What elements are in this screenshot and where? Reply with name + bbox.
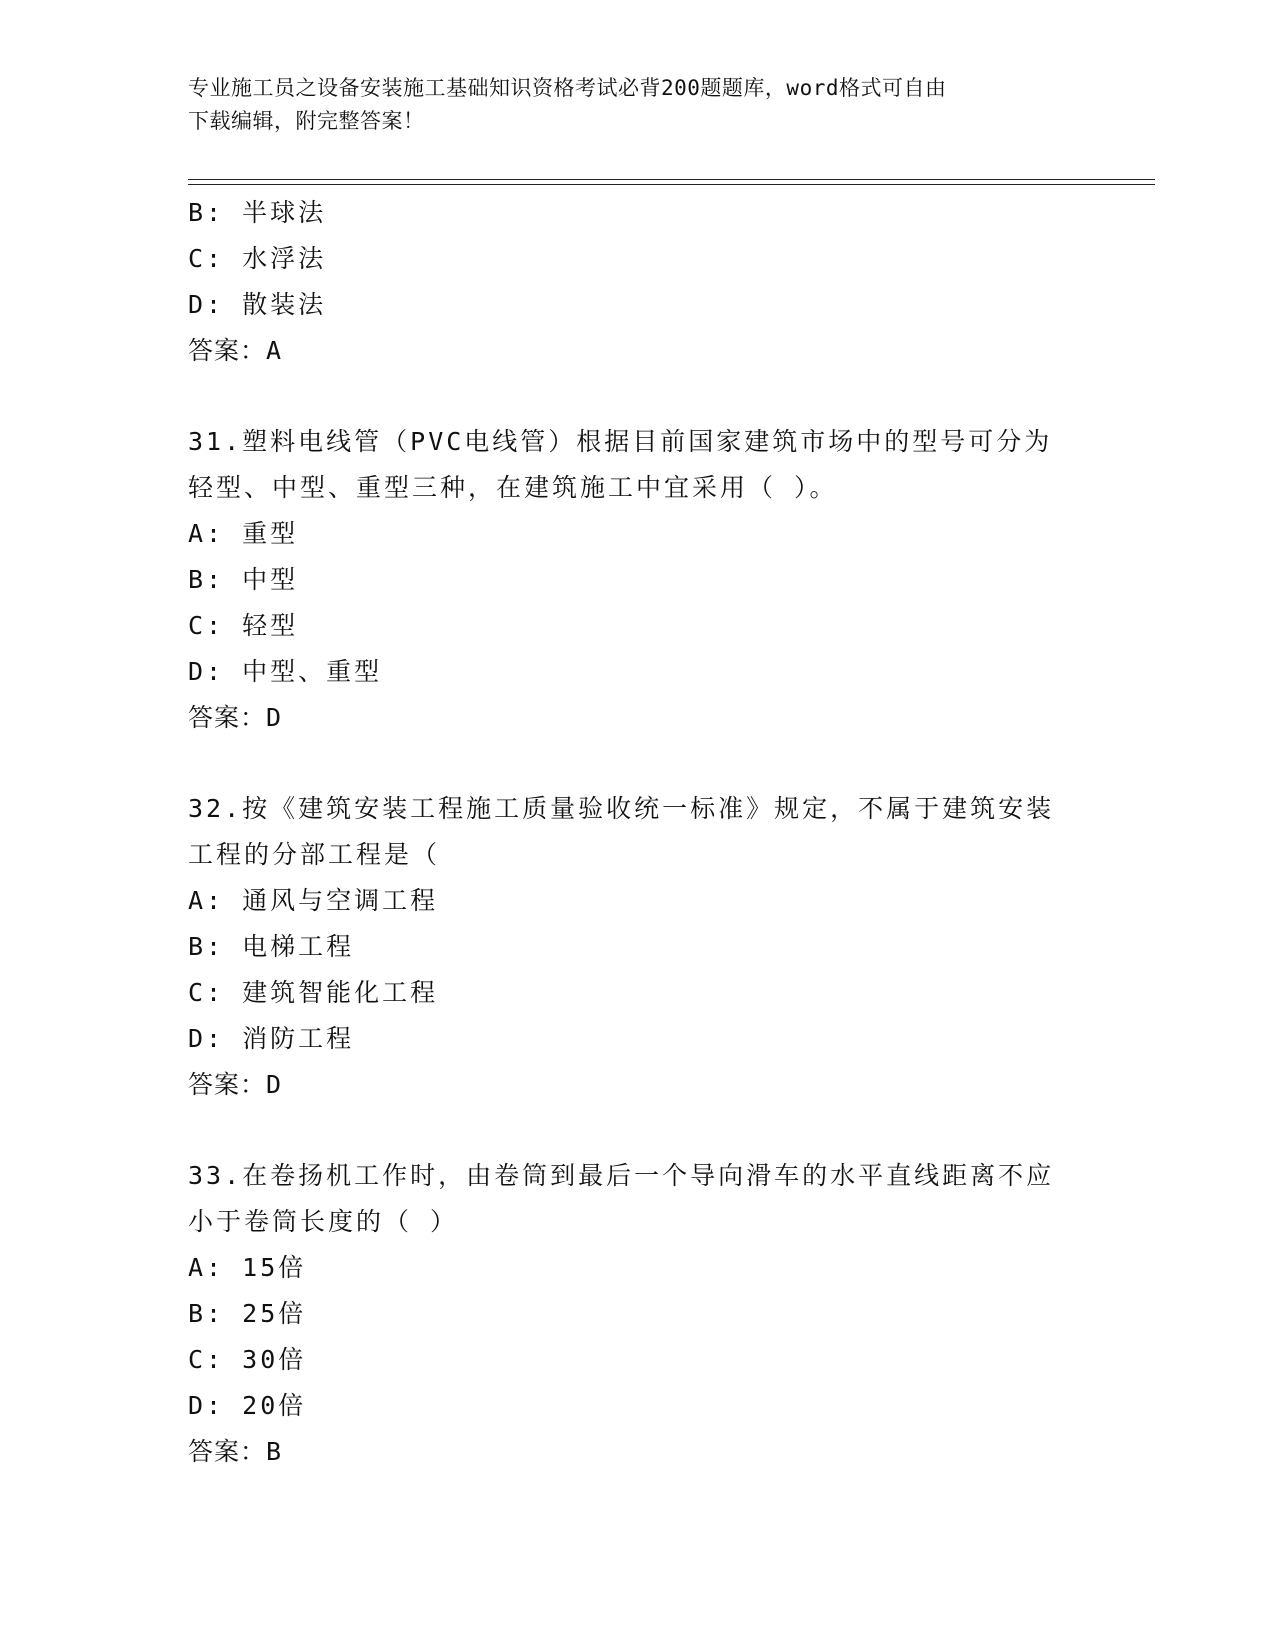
question-33 <box>188 1153 1088 1475</box>
question-32 <box>188 786 1088 1108</box>
option-c: C: 建筑智能化工程 <box>188 978 439 1007</box>
option-d: D: 消防工程 <box>188 1024 355 1053</box>
option-c: C: 水浮法 <box>188 244 327 273</box>
answer-value: D <box>266 1070 283 1099</box>
option-b: B: 电梯工程 <box>188 932 355 961</box>
header-divider-top <box>188 179 1155 180</box>
answer-value: A <box>266 336 283 365</box>
document-header <box>188 72 1068 138</box>
answer-value: D <box>266 703 283 732</box>
answer-label: 答案： <box>188 336 267 365</box>
question-stem-line: 工程的分部工程是（ <box>188 840 441 869</box>
option-b: B: 半球法 <box>188 198 327 227</box>
question-list <box>188 190 1088 1475</box>
question-fragment <box>188 190 1088 374</box>
answer-line <box>188 328 1088 374</box>
question-stem-line: 33.在卷扬机工作时，由卷筒到最后一个导向滑车的水平直线距离不应 <box>188 1161 1055 1190</box>
option-a: A: 15倍 <box>188 1253 307 1282</box>
question-stem-line: 31.塑料电线管（PVC电线管）根据目前国家建筑市场中的型号可分为 <box>188 427 1053 456</box>
option-d: D: 散装法 <box>188 290 327 319</box>
option-d: D: 中型、重型 <box>188 657 383 686</box>
answer-label: 答案： <box>188 1437 267 1466</box>
answer-value: B <box>266 1437 283 1466</box>
option-a: A: 重型 <box>188 519 299 548</box>
question-stem-line: 小于卷筒长度的（ ） <box>188 1207 459 1236</box>
answer-label: 答案： <box>188 703 267 732</box>
header-divider-bottom <box>188 184 1155 185</box>
option-b: B: 25倍 <box>188 1299 307 1328</box>
answer-line <box>188 1429 1088 1475</box>
option-b: B: 中型 <box>188 565 299 594</box>
option-d: D: 20倍 <box>188 1391 307 1420</box>
answer-label: 答案： <box>188 1070 267 1099</box>
question-31 <box>188 419 1088 741</box>
option-a: A: 通风与空调工程 <box>188 886 439 915</box>
question-stem-line: 32.按《建筑安装工程施工质量验收统一标准》规定，不属于建筑安装 <box>188 794 1055 823</box>
answer-line <box>188 695 1088 741</box>
answer-line <box>188 1062 1088 1108</box>
option-c: C: 轻型 <box>188 611 299 640</box>
header-title-line-1: 专业施工员之设备安装施工基础知识资格考试必背200题题库，word格式可自由 <box>188 76 947 100</box>
option-c: C: 30倍 <box>188 1345 307 1374</box>
header-title-line-2: 下载编辑，附完整答案！ <box>188 109 425 133</box>
question-stem-line: 轻型、中型、重型三种，在建筑施工中宜采用（ ）。 <box>188 473 838 502</box>
